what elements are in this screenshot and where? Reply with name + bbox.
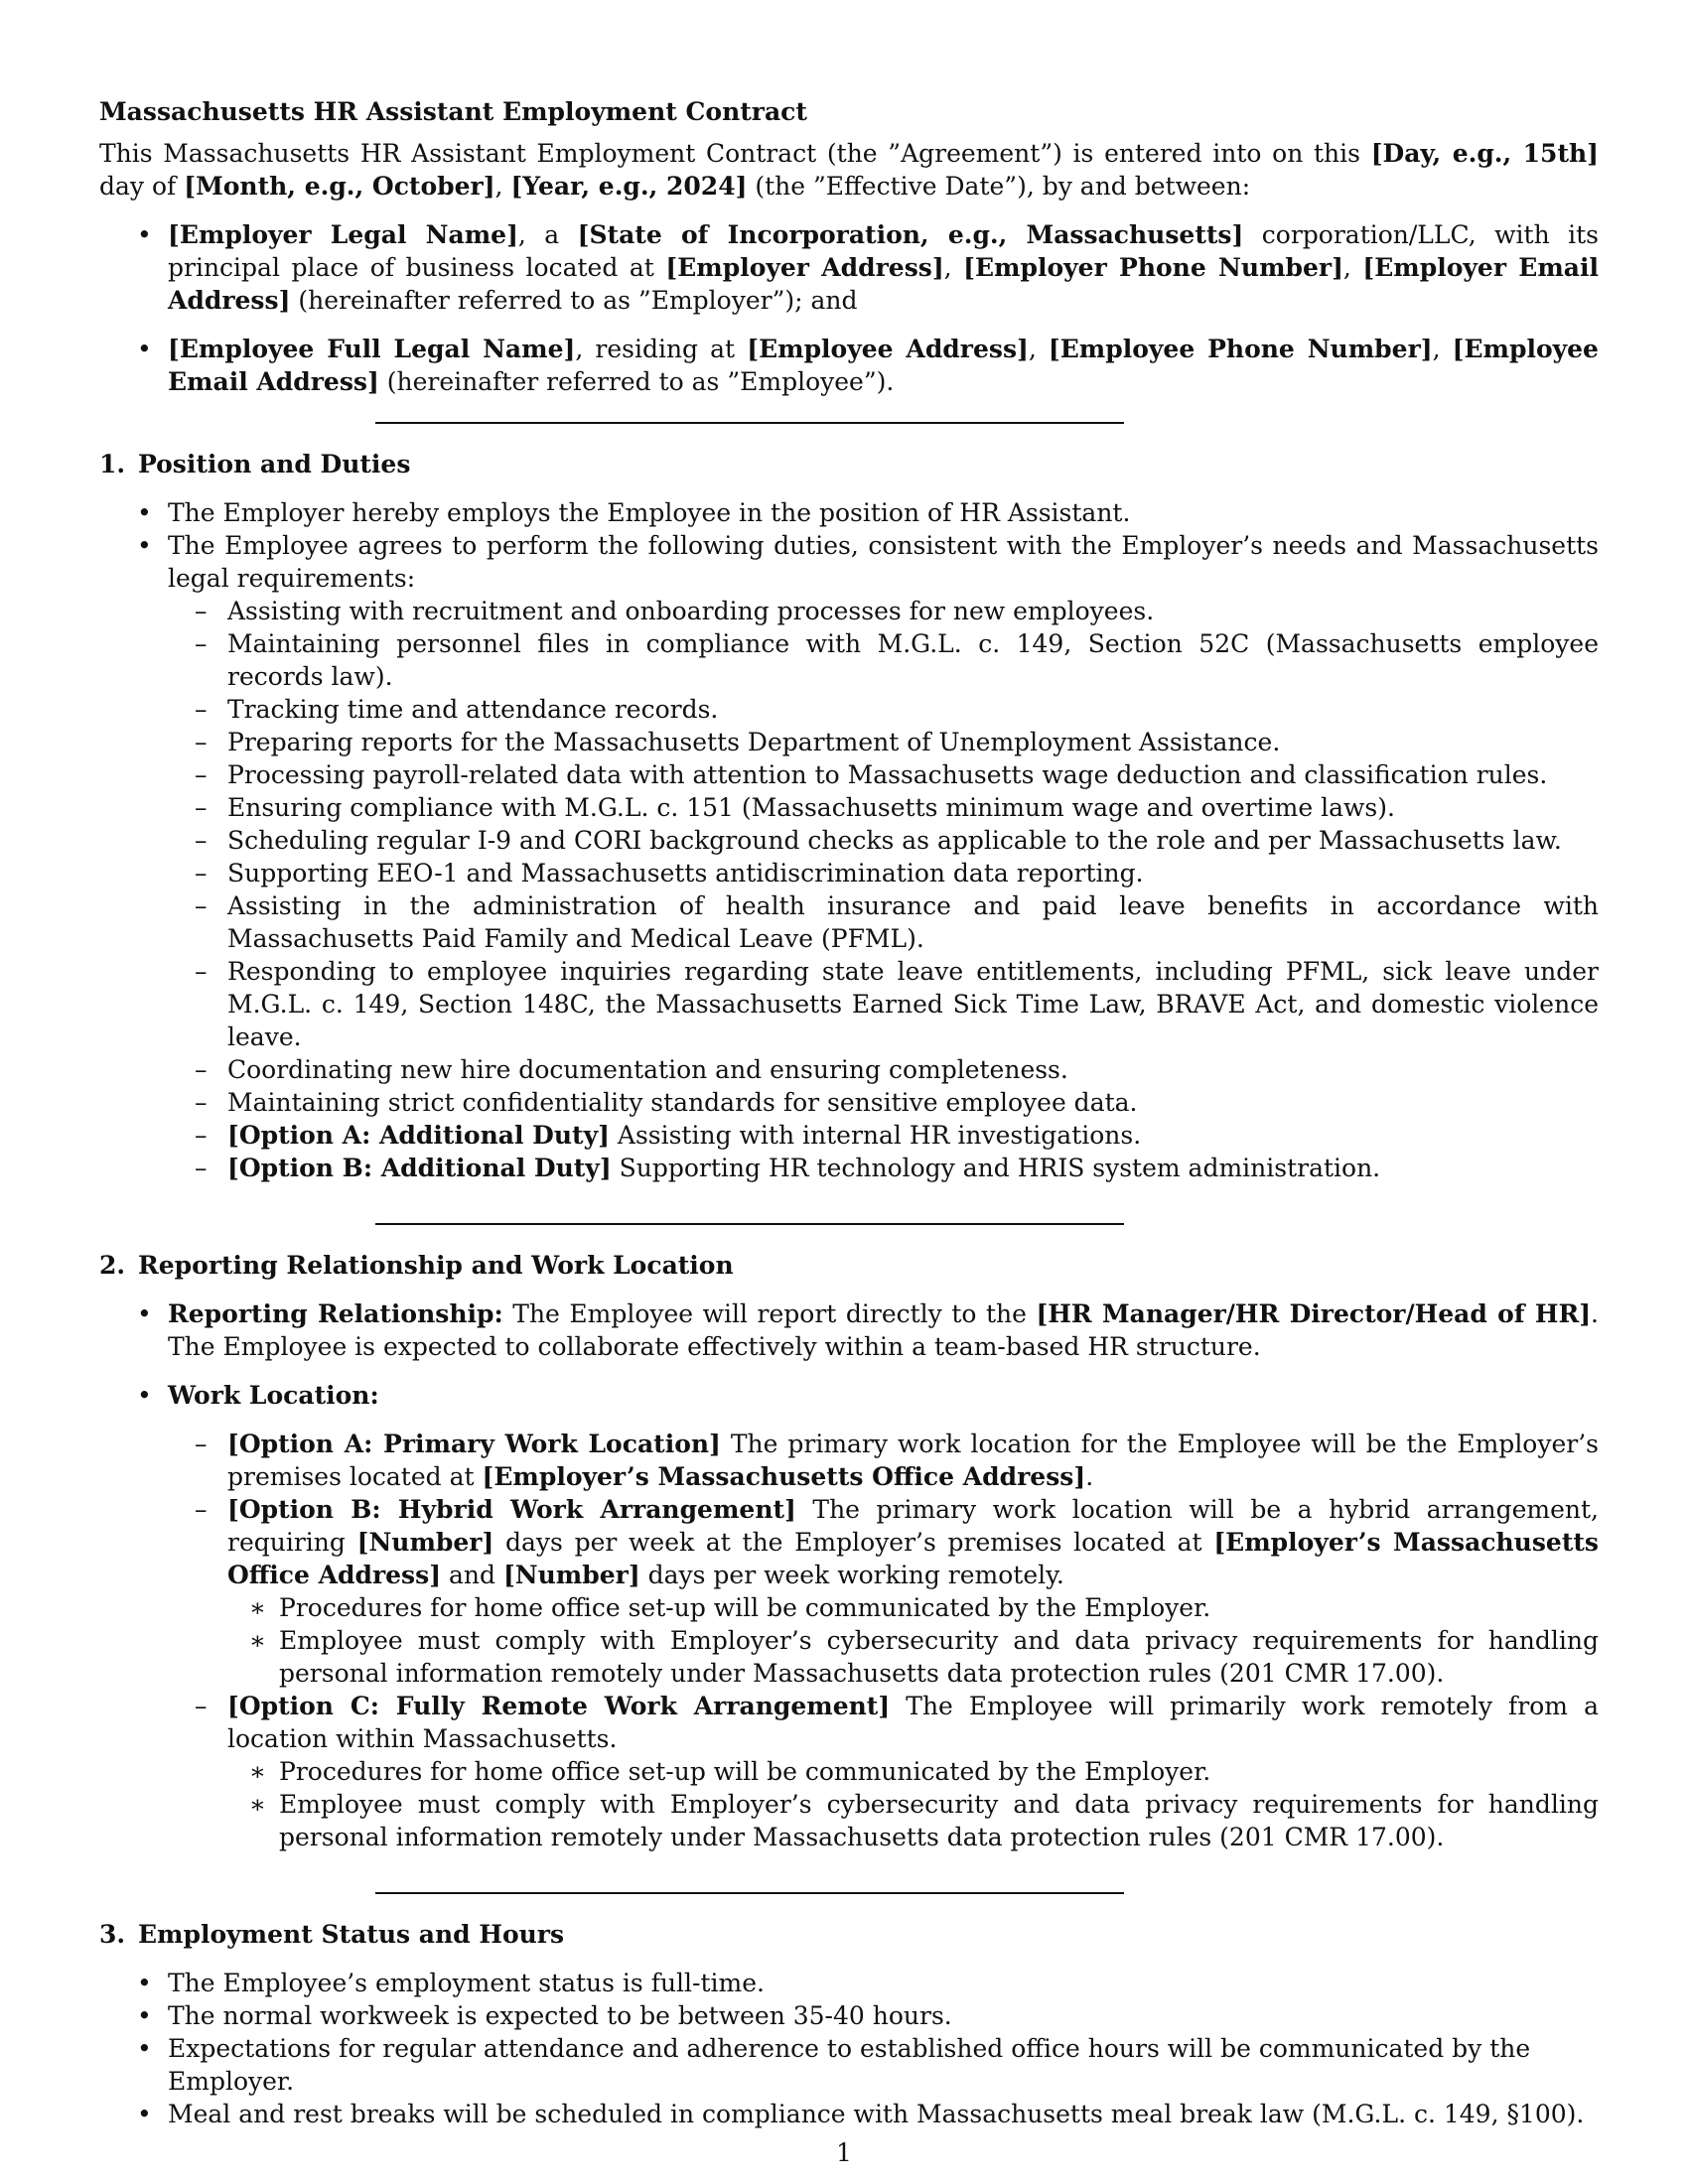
employer-party — [99, 218, 1599, 317]
list-item: – Supporting EEO-1 and Massachusetts antidiscrimination data reporting. — [168, 857, 1599, 889]
text: and — [441, 1561, 503, 1589]
employer-email-placeholder: [Employer Email Address] — [168, 253, 1599, 315]
option-b-label: [Option B: Additional Duty] — [227, 1154, 612, 1182]
section-2-list — [99, 1297, 1599, 1853]
year-placeholder: [Year, e.g., 2024] — [510, 172, 748, 201]
section-title: Employment Status and Hours — [138, 1920, 565, 1949]
reporting-label: Reporting Relationship: — [168, 1299, 503, 1328]
list-item: – Maintaining personnel files in compliance with M.G.L. c. 149, Section 52C (Massachusetts employee records law). — [168, 627, 1599, 693]
text: , — [1028, 335, 1049, 363]
work-location-options — [168, 1428, 1599, 1853]
section-divider — [375, 422, 1124, 424]
intro-text: day of — [99, 172, 185, 201]
section-3-list — [99, 1967, 1599, 2130]
number-placeholder: [Number] — [502, 1561, 640, 1589]
list-item: ∗ Employee must comply with Employer’s cybersecurity and data privacy requirements for handling personal information remotely under Massachusetts data protection rules (201 CMR 17.00). — [227, 1788, 1599, 1853]
employer-name-placeholder: [Employer Legal Name] — [168, 220, 518, 249]
list-item: – Assisting with recruitment and onboarding processes for new employees. — [168, 595, 1599, 627]
text: , — [943, 253, 964, 282]
section-divider — [375, 1223, 1124, 1225]
list-item: – Responding to employee inquiries regarding state leave entitlements, including PFML, sick leave under M.G.L. c. 149, Section 148C, the Massachusetts Earned Sick Time Law, BRAVE Act, and domestic violence leave. — [168, 955, 1599, 1053]
section-number: 2. — [99, 1251, 126, 1280]
list-item: ∗ Procedures for home office set-up will be communicated by the Employer. — [227, 1755, 1599, 1788]
text: . — [1085, 1462, 1094, 1491]
list-item: – Ensuring compliance with M.G.L. c. 151 (Massachusetts minimum wage and overtime laws). — [168, 791, 1599, 824]
option-b-label: [Option B: Hybrid Work Arrangement] — [227, 1495, 796, 1524]
text: , residing at — [575, 335, 748, 363]
text: (hereinafter referred to as ”Employer”); and — [290, 286, 858, 315]
office-address-placeholder: [Employer’s Massachusetts Office Address] — [227, 1528, 1600, 1589]
section-1-list — [99, 496, 1599, 1184]
document-title: Massachusetts HR Assistant Employment Contract — [99, 97, 807, 126]
text: (hereinafter referred to as ”Employee”). — [378, 367, 895, 396]
text: , a — [517, 220, 578, 249]
text: , — [1342, 253, 1363, 282]
list-item: • Meal and rest breaks will be scheduled in compliance with Massachusetts meal break law (M.G.L. c. 149, §100). — [99, 2098, 1599, 2130]
day-placeholder: [Day, e.g., 15th] — [1370, 139, 1600, 168]
intro-text: This Massachusetts HR Assistant Employment Contract (the ”Agreement”) is entered into on this — [99, 139, 1371, 168]
section-title: Position and Duties — [138, 450, 411, 478]
option-c-label: [Option C: Fully Remote Work Arrangement] — [227, 1692, 891, 1720]
employee-email-placeholder: [Employee Email Address] — [168, 335, 1599, 396]
list-item — [99, 1297, 1599, 1363]
text: Assisting with internal HR investigations. — [609, 1121, 1142, 1150]
list-item: – Maintaining strict confidentiality standards for sensitive employee data. — [168, 1086, 1599, 1119]
text: days per week at the Employer’s premises located at — [493, 1528, 1214, 1557]
text: corporation/LLC, with its principal place of business located at — [168, 220, 1599, 282]
contract-page — [99, 95, 1599, 2130]
text: Supporting HR technology and HRIS system administration. — [611, 1154, 1381, 1182]
list-item: – Preparing reports for the Massachusetts Department of Unemployment Assistance. — [168, 726, 1599, 758]
list-item — [168, 1428, 1599, 1493]
intro-text: , — [494, 172, 511, 201]
list-item — [168, 1119, 1599, 1152]
list-item: – Processing payroll-related data with attention to Massachusetts wage deduction and classification rules. — [168, 758, 1599, 791]
employee-party — [99, 333, 1599, 398]
option-a-label: [Option A: Primary Work Location] — [227, 1430, 721, 1458]
section-1-heading — [99, 448, 1599, 480]
intro-paragraph — [99, 137, 1599, 203]
employer-phone-placeholder: [Employer Phone Number] — [963, 253, 1343, 282]
work-location-label: Work Location: — [168, 1381, 379, 1410]
list-item: ∗ Procedures for home office set-up will be communicated by the Employer. — [227, 1591, 1599, 1624]
text: The primary work location for the Employee will be the Employer’s premises located at — [227, 1430, 1600, 1491]
list-item: – Coordinating new hire documentation and ensuring completeness. — [168, 1053, 1599, 1086]
section-divider — [375, 1892, 1124, 1894]
list-item — [99, 1379, 1599, 1853]
month-placeholder: [Month, e.g., October] — [184, 172, 495, 201]
list-item: – Tracking time and attendance records. — [168, 693, 1599, 726]
list-item: • The Employee’s employment status is full-time. — [99, 1967, 1599, 1999]
list-item: • The Employer hereby employs the Employee in the position of HR Assistant. — [99, 496, 1599, 529]
option-c-sublist — [227, 1755, 1599, 1853]
duties-list — [168, 595, 1599, 1119]
list-item: – Assisting in the administration of health insurance and paid leave benefits in accordance with Massachusetts Paid Family and Medical Leave (PFML). — [168, 889, 1599, 955]
section-2-heading — [99, 1249, 1599, 1282]
text: days per week working remotely. — [639, 1561, 1064, 1589]
state-placeholder: [State of Incorporation, e.g., Massachusetts] — [577, 220, 1244, 249]
reporting-role-placeholder: [HR Manager/HR Director/Head of HR] — [1036, 1299, 1592, 1328]
employee-name-placeholder: [Employee Full Legal Name] — [168, 335, 576, 363]
office-address-placeholder: [Employer’s Massachusetts Office Address] — [482, 1462, 1086, 1491]
intro-text: (the ”Effective Date”), by and between: — [747, 172, 1251, 201]
list-item: • Expectations for regular attendance and adherence to established office hours will be communicated by the Employer. — [99, 2032, 1599, 2098]
section-number: 1. — [99, 450, 126, 478]
list-item: – Scheduling regular I-9 and CORI background checks as applicable to the role and per Massachusetts law. — [168, 824, 1599, 857]
option-b-sublist — [227, 1591, 1599, 1690]
list-item — [99, 529, 1599, 1184]
list-item: • The normal workweek is expected to be between 35-40 hours. — [99, 1999, 1599, 2032]
text: The Employee will report directly to the — [502, 1299, 1037, 1328]
list-item-text: The Employee agrees to perform the following duties, consistent with the Employer’s needs and Massachusetts legal requirements: — [168, 531, 1599, 593]
list-item: ∗ Employee must comply with Employer’s cybersecurity and data privacy requirements for handling personal information remotely under Massachusetts data protection rules (201 CMR 17.00). — [227, 1624, 1599, 1690]
employer-address-placeholder: [Employer Address] — [665, 253, 944, 282]
text: . The Employee is expected to collaborate effectively within a team-based HR structure. — [168, 1299, 1599, 1361]
employee-address-placeholder: [Employee Address] — [747, 335, 1029, 363]
list-item — [168, 1690, 1599, 1853]
text: The Employee will primarily work remotely from a location within Massachusetts. — [227, 1692, 1600, 1753]
section-number: 3. — [99, 1920, 126, 1949]
list-item — [168, 1493, 1599, 1690]
parties-list — [99, 218, 1599, 398]
employee-phone-placeholder: [Employee Phone Number] — [1048, 335, 1433, 363]
number-placeholder: [Number] — [356, 1528, 494, 1557]
section-3-heading — [99, 1918, 1599, 1951]
section-title: Reporting Relationship and Work Location — [138, 1251, 734, 1280]
page-number: 1 — [836, 2138, 852, 2167]
duties-options-list — [168, 1119, 1599, 1184]
option-a-label: [Option A: Additional Duty] — [227, 1121, 610, 1150]
list-item — [168, 1152, 1599, 1184]
text: , — [1432, 335, 1453, 363]
text: The primary work location will be a hybrid arrangement, requiring — [227, 1495, 1599, 1557]
